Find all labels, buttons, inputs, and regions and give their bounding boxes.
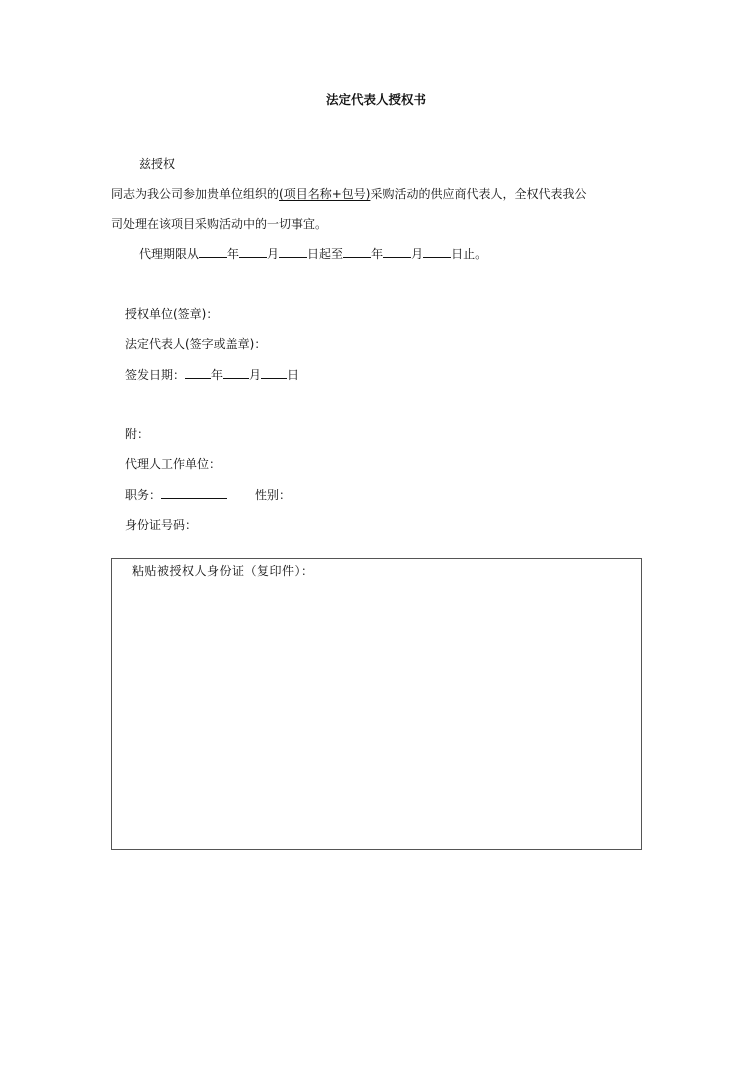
period-month-1: 月 (267, 247, 280, 261)
period-month-2: 月 (411, 247, 424, 261)
period-day-end: 日止。 (451, 247, 488, 261)
period-year-2: 年 (371, 247, 384, 261)
sign-legal-rep-label: 法定代表人(签字或盖章)： (125, 337, 267, 351)
blank-day-start[interactable] (279, 246, 307, 258)
blank-issue-day[interactable] (261, 367, 287, 379)
issue-date-prefix: 签发日期： (125, 368, 186, 382)
position-label: 职务： (125, 488, 162, 502)
project-placeholder: (项目名称+包号) (279, 187, 371, 201)
period-line (139, 246, 487, 262)
blank-position[interactable] (161, 487, 227, 499)
issue-day: 日 (287, 368, 300, 382)
position-gender-line (125, 487, 291, 503)
issue-month: 月 (249, 368, 262, 382)
issue-year: 年 (211, 368, 224, 382)
intro-text: 兹授权 (139, 157, 176, 171)
blank-day-end[interactable] (423, 246, 451, 258)
page-title: 法定代表人授权书 (325, 92, 426, 107)
id-photo-box (111, 558, 642, 850)
blank-month-end[interactable] (383, 246, 411, 258)
id-photo-box-label: 粘贴被授权人身份证（复印件）： (132, 564, 314, 578)
sign-unit-label: 授权单位(签章)： (125, 307, 219, 321)
period-day-start: 日起至 (307, 247, 344, 261)
issue-date-line (125, 367, 299, 383)
blank-issue-month[interactable] (223, 367, 249, 379)
body-line-1 (111, 186, 586, 202)
body-line-2: 司处理在该项目采购活动中的一切事宜。 (111, 217, 328, 231)
blank-year-start[interactable] (199, 246, 227, 258)
id-number-label: 身份证号码： (125, 518, 198, 532)
blank-month-start[interactable] (239, 246, 267, 258)
body-line-1-post: 采购活动的供应商代表人，全权代表我公 (370, 187, 587, 201)
blank-year-end[interactable] (343, 246, 371, 258)
period-prefix: 代理期限从 (139, 247, 200, 261)
blank-issue-year[interactable] (185, 367, 211, 379)
attachment-heading: 附： (125, 427, 150, 441)
agent-unit-label: 代理人工作单位： (125, 457, 222, 471)
gender-label: 性别： (255, 488, 292, 502)
body-line-1-pre: 同志为我公司参加贵单位组织的 (111, 187, 280, 201)
period-year-1: 年 (227, 247, 240, 261)
